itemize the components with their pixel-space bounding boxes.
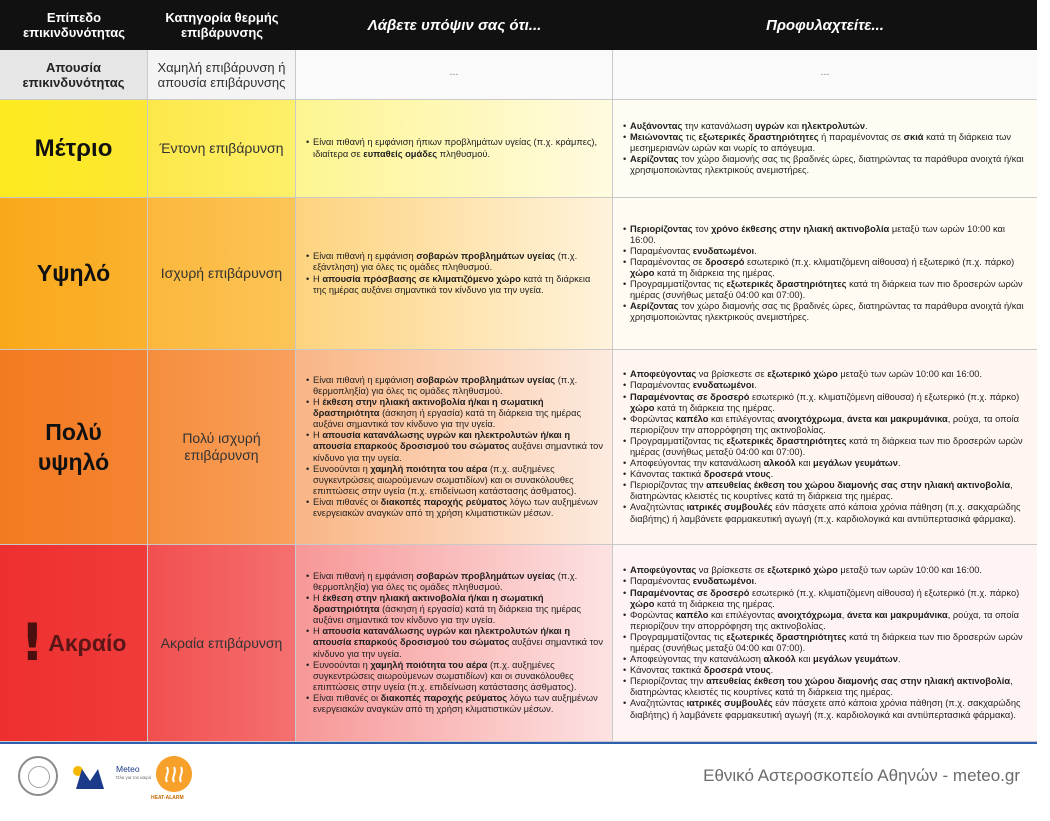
header-notes: Λάβετε υπόψιν σας ότι... (367, 16, 542, 34)
list-item: • Κάνοντας τακτικά δροσερά ντους. (623, 665, 1031, 676)
list-item: • Αυξάνοντας την κατανάλωση υγρών και ηλεκτρολυτών. (623, 121, 1031, 132)
list-item: • Προγραμματίζοντας τις εξωτερικές δραστηριότητες κατά τη διάρκεια των πιο δροσερών ωρών ημέρας (συνήθως μεταξύ 04:00 και 07:00). (623, 436, 1031, 458)
list-item: • Αναζητώντας ιατρικές συμβουλές εάν πάσχετε από κάποια χρόνια πάθηση (π.χ. σακχαρώδης διαβήτης) ή λαμβάνετε φαρμακευτική αγωγή (π.χ. καρδιολογικά και αντιϋπερτασικά φάρμακα). (623, 698, 1031, 720)
list-item: • Η έκθεση στην ηλιακή ακτινοβολία ή/και η σωματική δραστηριότητα (άσκηση ή εργασία) κατά τη διάρκεια της ημέρας αυξάνει σημαντικά τον κίνδυνο για την υγεία. (306, 397, 606, 430)
list-item: • Είναι πιθανή η εμφάνιση σοβαρών προβλημάτων υγείας (π.χ. θερμοπληξία) για όλες τις ομάδες πληθυσμού. (306, 375, 606, 397)
level-label: Πολύ υψηλό (0, 350, 148, 545)
list-item: • Ευνοούνται η χαμηλή ποιότητα του αέρα (π.χ. αυξημένες συγκεντρώσεις αιωρούμενων σωματιδίων) και οι συνακόλουθες επιπτώσεις στην υγεία (π.χ. επιδείνωση κατάστασης άσθματος). (306, 464, 606, 497)
level-label: Υψηλό (0, 198, 148, 350)
footer (0, 744, 1050, 821)
row-high (0, 198, 1037, 350)
list-item: • Ευνοούνται η χαμηλή ποιότητα του αέρα (π.χ. αυξημένες συγκεντρώσεις αιωρούμενων σωματιδίων) και οι συνακόλουθες επιπτώσεις στην υγεία (π.χ. επιδείνωση κατάστασης άσθματος). (306, 660, 606, 693)
list-item: • Η απουσία κατανάλωσης υγρών και ηλεκτρολυτών ή/και η απουσία επαρκούς δροσισμού του σώματος αυξάνει σημαντικά τον κίνδυνο για την υγεία. (306, 626, 606, 659)
row-very-high (0, 350, 1037, 545)
list-item: • Προγραμματίζοντας τις εξωτερικές δραστηριότητες κατά τη διάρκεια των πιο δροσερών ωρών ημέρας (συνήθως μεταξύ 04:00 και 07:00). (623, 632, 1031, 654)
notes-cell: --- (296, 50, 613, 100)
list-item: • Είναι πιθανές οι διακοπές παροχής ρεύματος λόγω των αυξημένων ενεργειακών αναγκών από τη χρήση κλιματιστικών μέσων. (306, 497, 606, 519)
list-item: • Αποφεύγοντας την κατανάλωση αλκοόλ και μεγάλων γευμάτων. (623, 458, 1031, 469)
row-extreme (0, 545, 1037, 742)
category-label: Έντονη επιβάρυνση (148, 100, 296, 198)
advice-cell: --- (613, 50, 1037, 100)
list-item: • Περιορίζοντας τον χρόνο έκθεσης στην ηλιακή ακτινοβολία μεταξύ των ωρών 10:00 και 16:00. (623, 224, 1031, 246)
notes-cell (296, 545, 613, 742)
list-item: • Είναι πιθανή η εμφάνιση ήπιων προβλημάτων υγείας (π.χ. κράμπες), ιδιαίτερα σε ευπαθείς ομάδες πληθυσμού. (306, 137, 606, 159)
header-level: Επίπεδο επικινδυνότητας (22, 10, 126, 40)
list-item: • Παραμένοντας ενυδατωμένοι. (623, 246, 1031, 257)
list-item: • Κάνοντας τακτικά δροσερά ντους. (623, 469, 1031, 480)
list-item: • Η έκθεση στην ηλιακή ακτινοβολία ή/και η σωματική δραστηριότητα (άσκηση ή εργασία) κατά τη διάρκεια της ημέρας αυξάνει σημαντικά τον κίνδυνο για την υγεία. (306, 593, 606, 626)
notes-cell (296, 198, 613, 350)
advice-cell (613, 198, 1037, 350)
level-label: Ακραίο (48, 629, 127, 656)
list-item: • Αποφεύγοντας να βρίσκεστε σε εξωτερικό χώρο μεταξύ των ωρών 10:00 και 16:00. (623, 565, 1031, 576)
list-item: • Αερίζοντας τον χώρο διαμονής σας τις βραδινές ώρες, διατηρώντας τα παράθυρα ανοιχτά ή/και χρησιμοποιώντας ηλεκτρικούς ανεμιστήρες. (623, 301, 1031, 323)
list-item: • Παραμένοντας σε δροσερό εσωτερικό (π.χ. κλιματιζόμενη αίθουσα) ή εξωτερικό (π.χ. πάρκο) χώρο κατά τη διάρκεια της ημέρας. (623, 588, 1031, 610)
list-item: • Παραμένοντας ενυδατωμένοι. (623, 380, 1031, 391)
advice-cell (613, 545, 1037, 742)
exclamation-icon: ! (20, 613, 45, 673)
row-no-risk (0, 50, 1037, 100)
table-header (0, 0, 1037, 50)
list-item: • Περιορίζοντας την απευθείας έκθεση του χώρου διαμονής σας στην ηλιακή ακτινοβολία, διατηρώντας κλειστές τις κουρτίνες κατά τη διάρκεια της ημέρας. (623, 480, 1031, 502)
list-item: • Φορώντας καπέλο και επιλέγοντας ανοιχτόχρωμα, άνετα και μακρυμάνικα, ρούχα, τα οποία περιορίζουν την απορρόφηση της ακτινοβολίας. (623, 414, 1031, 436)
list-item: • Η απουσία κατανάλωσης υγρών και ηλεκτρολυτών ή/και η απουσία επαρκούς δροσισμού του σώματος αυξάνει σημαντικά τον κίνδυνο για την υγεία. (306, 430, 606, 463)
list-item: • Είναι πιθανή η εμφάνιση σοβαρών προβλημάτων υγείας (π.χ. θερμοπληξία) για όλες τις ομάδες πληθυσμού. (306, 571, 606, 593)
list-item: • Η απουσία πρόσβασης σε κλιματιζόμενο χώρο κατά τη διάρκεια της ημέρας αυξάνει σημαντικά τον κίνδυνο για την υγεία. (306, 274, 606, 296)
header-advice: Προφυλαχτείτε... (766, 16, 884, 34)
category-label: Ακραία επιβάρυνση (148, 545, 296, 742)
heat-waves-icon (156, 756, 192, 792)
list-item: • Παραμένοντας σε δροσερό εσωτερικό (π.χ. κλιματιζόμενη αίθουσα) ή εξωτερικό (π.χ. πάρκο) χώρο κατά τη διάρκεια της ημέρας. (623, 257, 1031, 279)
heat-alarm-label: HEAT-ALARM (151, 795, 184, 801)
list-item: • Παραμένοντας ενυδατωμένοι. (623, 576, 1031, 587)
observatory-seal-icon (18, 756, 58, 796)
list-item: • Περιορίζοντας την απευθείας έκθεση του χώρου διαμονής σας στην ηλιακή ακτινοβολία, διατηρώντας κλειστές τις κουρτίνες κατά τη διάρκεια της ημέρας. (623, 676, 1031, 698)
list-item: • Μειώνοντας τις εξωτερικές δραστηριότητες ή παραμένοντας σε σκιά κατά τη διάρκεια των μεσημεριανών ωρών και νωρίς το απόγευμα. (623, 132, 1031, 154)
list-item: • Είναι πιθανές οι διακοπές παροχής ρεύματος λόγω των αυξημένων ενεργειακών αναγκών από τη χρήση κλιματιστικών μέσων. (306, 693, 606, 715)
notes-cell (296, 100, 613, 198)
category-label: Χαμηλή επιβάρυνση ή απουσία επιβάρυνσης (148, 50, 296, 100)
level-label: Απουσία επικινδυνότητας (0, 50, 148, 100)
list-item: • Αποφεύγοντας να βρίσκεστε σε εξωτερικό χώρο μεταξύ των ωρών 10:00 και 16:00. (623, 369, 1031, 380)
list-item: • Προγραμματίζοντας τις εξωτερικές δραστηριότητες κατά τη διάρκεια των πιο δροσερών ωρών ημέρας (συνήθως μεταξύ 04:00 και 07:00). (623, 279, 1031, 301)
advice-cell (613, 350, 1037, 545)
header-category: Κατηγορία θερμής επιβάρυνσης (165, 10, 279, 40)
level-cell (0, 545, 148, 742)
list-item: • Αερίζοντας τον χώρο διαμονής σας τις βραδινές ώρες, διατηρώντας τα παράθυρα ανοιχτά ή/και χρησιμοποιώντας ηλεκτρικούς ανεμιστήρες. (623, 154, 1031, 176)
category-label: Ισχυρή επιβάρυνση (148, 198, 296, 350)
meteo-tagline: Όλα για τον καιρό (116, 775, 152, 780)
list-item: • Φορώντας καπέλο και επιλέγοντας ανοιχτόχρωμα, άνετα και μακρυμάνικα, ρούχα, τα οποία περιορίζουν την απορρόφηση της ακτινοβολίας. (623, 610, 1031, 632)
row-moderate (0, 100, 1037, 198)
advice-cell (613, 100, 1037, 198)
list-item: • Παραμένοντας σε δροσερό εσωτερικό (π.χ. κλιματιζόμενη αίθουσα) ή εξωτερικό (π.χ. πάρκο) χώρο κατά τη διάρκεια της ημέρας. (623, 392, 1031, 414)
category-label: Πολύ ισχυρή επιβάρυνση (148, 350, 296, 545)
meteo-logo-text: Meteo (116, 764, 140, 774)
list-item: • Είναι πιθανή η εμφάνιση σοβαρών προβλημάτων υγείας (π.χ. εξάντληση) για όλες τις ομάδες πληθυσμού. (306, 251, 606, 273)
list-item: • Αναζητώντας ιατρικές συμβουλές εάν πάσχετε από κάποια χρόνια πάθηση (π.χ. σακχαρώδης διαβήτης) ή λαμβάνετε φαρμακευτική αγωγή (π.χ. καρδιολογικά και αντιϋπερτασικά φάρμακα). (623, 502, 1031, 524)
list-item: • Αποφεύγοντας την κατανάλωση αλκοόλ και μεγάλων γευμάτων. (623, 654, 1031, 665)
notes-cell (296, 350, 613, 545)
level-label: Μέτριο (0, 100, 148, 198)
organization-name: Εθνικό Αστεροσκοπείο Αθηνών - meteo.gr (703, 766, 1020, 785)
